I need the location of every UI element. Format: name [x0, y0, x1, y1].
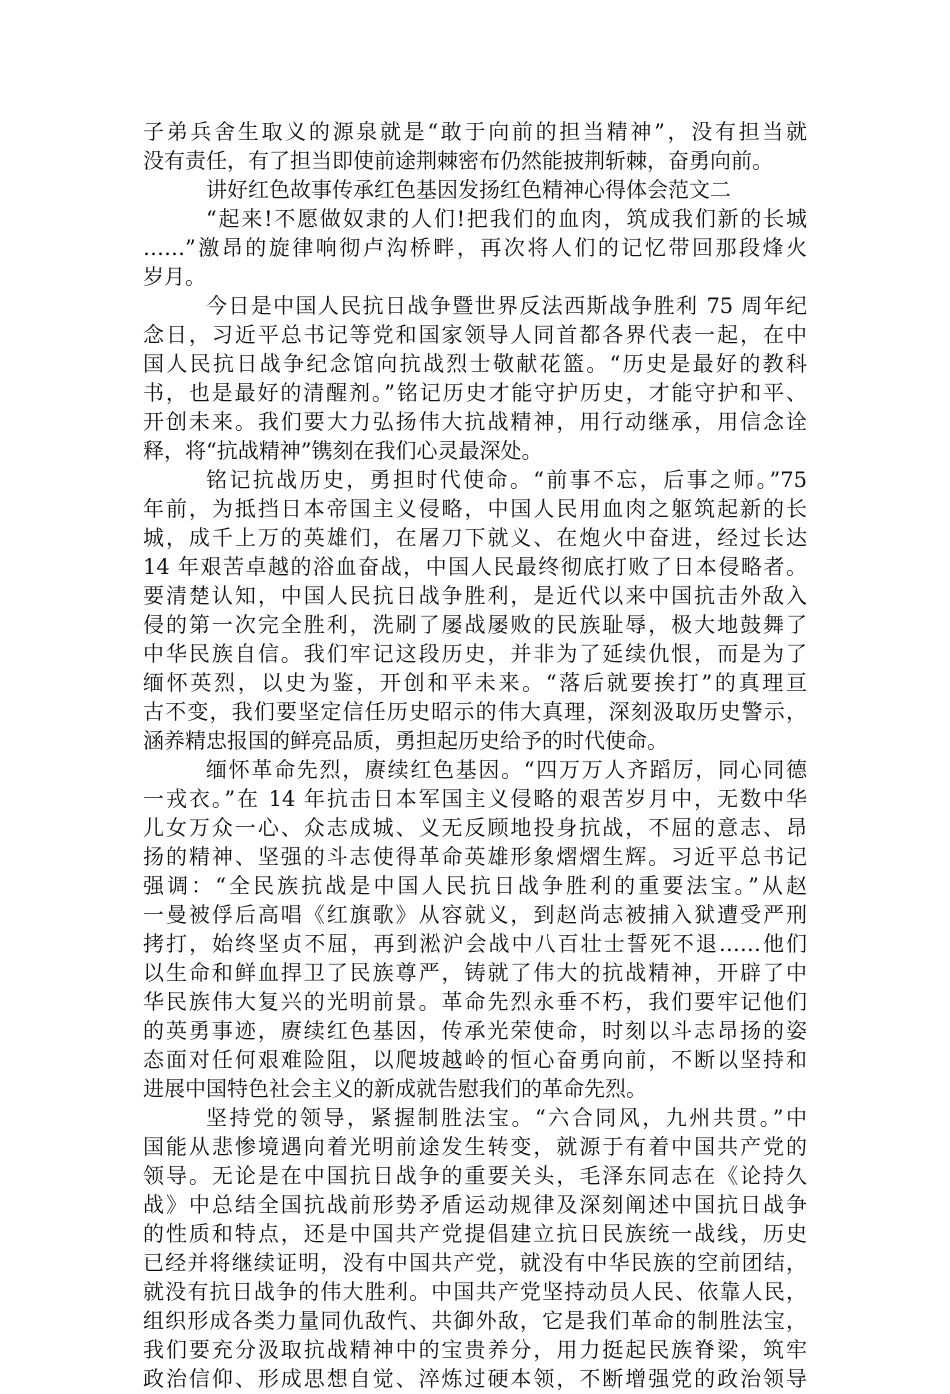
text-line: 岁月。: [143, 265, 206, 289]
text-line: “起来!不愿做奴隶的人们!把我们的血肉，筑成我们新的长城: [206, 207, 807, 231]
text-line: 要清楚认知，中国人民抗日战争胜利，是近代以来中国抗击外敌入: [143, 584, 807, 608]
text-line: 态面对任何艰难险阻，以爬坡越岭的恒心奋勇向前，不断以坚持和: [143, 1048, 807, 1072]
text-line: 的性质和特点，还是中国共产党提倡建立抗日民族统一战线，历史: [143, 1222, 807, 1246]
text-line: 古不变，我们要坚定信任历史昭示的伟大真理，深刻汲取历史警示，: [143, 700, 807, 724]
text-line: 缅怀革命先烈，赓续红色基因。“四万万人齐蹈厉，同心同德: [206, 758, 807, 782]
text-line: 儿女万众一心、众志成城、义无反顾地投身抗战，不屈的意志、昂: [143, 816, 807, 840]
text-line: 国人民抗日战争纪念馆向抗战烈士敬献花篮。“历史是最好的教科: [143, 352, 807, 376]
text-line: 进展中国特色社会主义的新成就告慰我们的革命先烈。: [143, 1077, 647, 1101]
text-line: 一戎衣。”在 14 年抗击日本军国主义侵略的艰苦岁月中，无数中华: [143, 787, 807, 811]
text-line: 以生命和鲜血捍卫了民族尊严，铸就了伟大的抗战精神，开辟了中: [143, 961, 807, 985]
text-line: 今日是中国人民抗日战争暨世界反法西斯战争胜利 75 周年纪: [206, 294, 807, 318]
text-line: 战》中总结全国抗战前形势矛盾运动规律及深刻阐述中国抗日战争: [143, 1193, 807, 1217]
text-line: 就没有抗日战争的伟大胜利。中国共产党坚持动员人民、依靠人民，: [143, 1280, 807, 1304]
text-line: 扬的精神、坚强的斗志使得革命英雄形象熠熠生辉。习近平总书记: [143, 845, 807, 869]
text-line: 中华民族自信。我们牢记这段历史，并非为了延续仇恨，而是为了: [143, 642, 807, 666]
text-line: 开创未来。我们要大力弘扬伟大抗战精神，用行动继承，用信念诠: [143, 410, 807, 434]
text-line: 铭记抗战历史，勇担时代使命。“前事不忘，后事之师。”75: [206, 468, 807, 492]
text-line: 领导。无论是在中国抗日战争的重要关头，毛泽东同志在《论持久: [143, 1164, 807, 1188]
text-line: 书，也是最好的清醒剂。”铭记历史才能守护历史，才能守护和平、: [143, 381, 807, 405]
text-line: 释，将“抗战精神”镌刻在我们心灵最深处。: [143, 439, 543, 463]
text-line: 缅怀英烈，以史为鉴，开创和平未来。“落后就要挨打”的真理亘: [143, 671, 807, 695]
text-line: 已经并将继续证明，没有中国共产党，就没有中华民族的空前团结，: [143, 1251, 807, 1275]
text-line: 国能从悲惨境遇向着光明前途发生转变，就源于有着中国共产党的: [143, 1135, 807, 1159]
text-line: 城，成千上万的英雄们，在屠刀下就义、在炮火中奋进，经过长达: [143, 526, 807, 550]
text-line: ……”激昂的旋律响彻卢沟桥畔，再次将人们的记忆带回那段烽火: [143, 236, 807, 260]
text-line: 组织形成各类力量同仇敌忾、共御外敌，它是我们革命的制胜法宝，: [143, 1309, 807, 1333]
text-line: 侵的第一次完全胜利，洗刷了屡战屡败的民族耻辱，极大地鼓舞了: [143, 613, 807, 637]
text-line: 我们要充分汲取抗战精神中的宝贵养分，用力挺起民族脊梁，筑牢: [143, 1338, 807, 1362]
text-line: 年前，为抵挡日本帝国主义侵略，中国人民用血肉之躯筑起新的长: [143, 497, 807, 521]
text-line: 念日，习近平总书记等党和国家领导人同首都各界代表一起，在中: [143, 323, 807, 347]
text-line: 14 年艰苦卓越的浴血奋战，中国人民最终彻底打败了日本侵略者。: [143, 555, 807, 579]
text-line: 拷打，始终坚贞不屈，再到淞沪会战中八百壮士誓死不退……他们: [143, 932, 807, 956]
text-line: 一曼被俘后高唱《红旗歌》从容就义，到赵尚志被捕入狱遭受严刑: [143, 903, 807, 927]
text-line: 政治信仰、形成思想自觉、淬炼过硬本领，不断增强党的政治领导: [143, 1367, 807, 1391]
text-line: 强调：“全民族抗战是中国人民抗日战争胜利的重要法宝。”从赵: [143, 874, 807, 898]
text-line: 没有责任，有了担当即使前途荆棘密布仍然能披荆斩棘，奋勇向前。: [143, 149, 773, 173]
text-line: 华民族伟大复兴的光明前景。革命先烈永垂不朽，我们要牢记他们: [143, 990, 807, 1014]
text-line: 坚持党的领导，紧握制胜法宝。“六合同风，九州共贯。”中: [206, 1106, 807, 1130]
text-line: 子弟兵舍生取义的源泉就是“敢于向前的担当精神”，没有担当就: [143, 120, 807, 144]
text-line: 的英勇事迹，赓续红色基因，传承光荣使命，时刻以斗志昂扬的姿: [143, 1019, 807, 1043]
text-line: 涵养精忠报国的鲜亮品质，勇担起历史给予的时代使命。: [143, 729, 668, 753]
document-body: [143, 118, 807, 1394]
text-line: 讲好红色故事传承红色基因发扬红色精神心得体会范文二: [206, 178, 731, 202]
